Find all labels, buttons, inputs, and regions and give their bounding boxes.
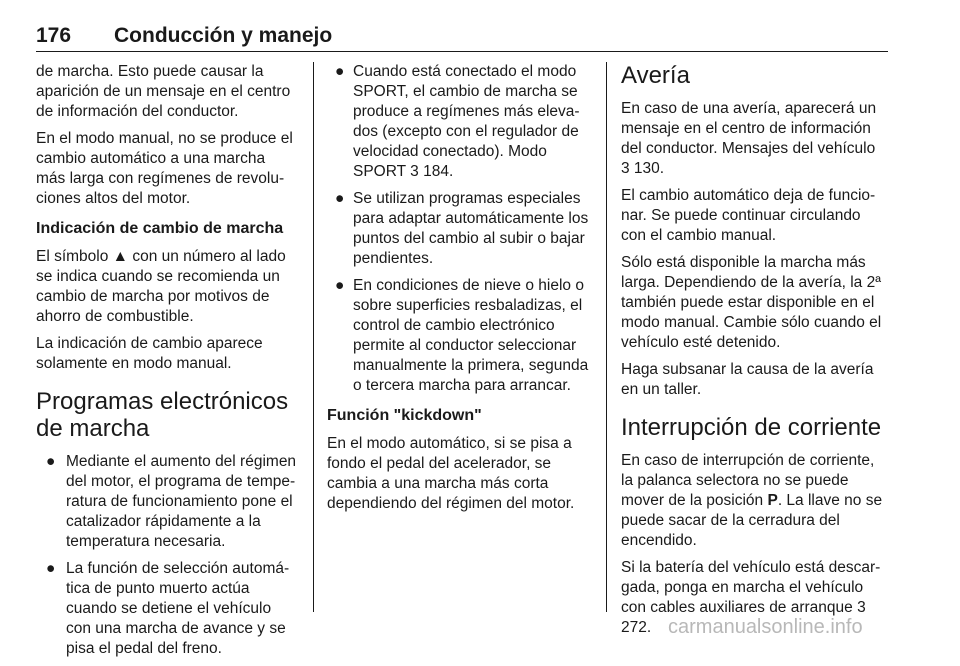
page-header <box>36 24 888 52</box>
text-span: . La llave no se puede sacar de la cerradura del encendido. <box>621 492 883 549</box>
list-item <box>36 452 298 552</box>
bullet-list <box>36 452 298 659</box>
header-rule <box>36 51 888 52</box>
section-heading-interrupcion: Interrupción de corriente <box>621 414 882 441</box>
bullet-icon: ● <box>335 277 345 294</box>
bullet-icon: ● <box>46 560 56 577</box>
page-reference: 3 184. <box>410 163 454 180</box>
paragraph <box>621 451 888 551</box>
text-span: En caso de una avería, aparecerá un mensaje en el centro de información del conductor. Mensajes del vehículo <box>621 100 877 157</box>
paragraph <box>621 99 888 179</box>
list-item <box>36 559 298 659</box>
column-divider-2 <box>606 62 607 612</box>
text-span: El símbolo <box>36 248 113 265</box>
list-item-text: En condiciones de nieve o hielo o sobre superficies resbaladizas, el control de cambio electrónico permite al conductor seleccionar manualmente la primera, segunda o tercera marcha para arrancar. <box>353 277 589 394</box>
watermark: carmanualsonline.info <box>668 616 863 638</box>
list-item-text: Cuando está conectado el modo SPORT, el cambio de marcha se produce a regímenes más eleva-dos (excepto con el regulador de velocidad conectado). Modo SPORT <box>353 63 580 180</box>
column-divider-1 <box>313 62 314 612</box>
paragraph: Sólo está disponible la marcha más larga. Dependiendo de la avería, la 2ª también puede estar disponible en el modo manual. Cambie sólo cuando el vehículo esté detenido. <box>621 254 882 351</box>
paragraph: En el modo manual, no se produce el cambio automático a una marcha más larga con regímenes de revolu-ciones altos del motor. <box>36 130 293 207</box>
paragraph: El cambio automático deja de funcio-nar. Se puede continuar circulando con el cambio manual. <box>621 187 876 244</box>
bullet-list <box>327 62 589 396</box>
position-p-label: P <box>767 492 778 509</box>
section-heading-averia: Avería <box>621 62 690 89</box>
list-item <box>327 62 589 182</box>
page-reference: 3 130. <box>621 160 665 177</box>
bullet-icon: ● <box>335 63 345 80</box>
list-item <box>327 189 589 269</box>
shift-up-arrow-icon: ▲ <box>112 248 129 265</box>
text-span: Si la batería del vehículo está descar-gada, ponga en marcha el vehículo con cables auxiliares de arranque <box>621 559 881 616</box>
list-item-text: La función de selección automá-tica de punto muerto actúa cuando se detiene el vehículo con una marcha de avance y se pisa el pedal del freno. <box>66 560 290 657</box>
list-item <box>327 276 589 396</box>
paragraph: Haga subsanar la causa de la avería en un taller. <box>621 361 874 398</box>
column-3 <box>621 62 888 645</box>
paragraph: La indicación de cambio aparece solamente en modo manual. <box>36 335 263 372</box>
paragraph: En el modo automático, si se pisa a fondo el pedal del acelerador, se cambia a una marcha más corta dependiendo del régimen del motor. <box>327 435 575 512</box>
page-number: 176 <box>36 24 72 47</box>
bullet-icon: ● <box>335 190 345 207</box>
column-2 <box>327 62 589 521</box>
page-reference: 3 272. <box>621 599 866 636</box>
column-1 <box>36 62 298 666</box>
paragraph <box>36 247 298 327</box>
chapter-title: Conducción y manejo <box>114 24 333 47</box>
paragraph: de marcha. Esto puede causar la aparición de un mensaje en el centro de información del conductor. <box>36 63 291 120</box>
list-item-text: Mediante el aumento del régimen del motor, el programa de tempe-ratura de funcionamiento pone el catalizador rápidamente a la temperatura necesaria. <box>66 453 297 550</box>
section-heading-kickdown: Función "kickdown" <box>327 407 482 424</box>
text-span: con un número al lado se indica cuando se recomienda un cambio de marcha por motivos de ahorro de combustible. <box>36 248 286 325</box>
section-heading-indicacion: Indicación de cambio de marcha <box>36 220 284 237</box>
bullet-icon: ● <box>46 453 56 470</box>
section-heading-programas: Programas electrónicos de marcha <box>36 388 289 442</box>
list-item-text: Se utilizan programas especiales para adaptar automáticamente los puntos del cambio al subir o bajar pendientes. <box>353 190 589 267</box>
text-span: En caso de interrupción de corriente, la palanca selectora no se puede mover de la posición <box>621 452 875 509</box>
